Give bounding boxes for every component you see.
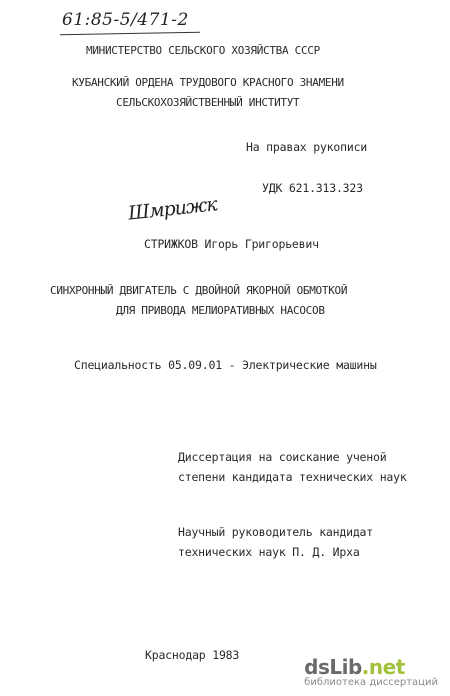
institute-line-1: КУБАНСКИЙ ОРДЕНА ТРУДОВОГО КРАСНОГО ЗНАМЕНИ — [72, 76, 344, 89]
udc-code: УДК 621.313.323 — [262, 181, 363, 195]
watermark-subtitle: библиотека диссертаций — [304, 677, 438, 688]
watermark-logo — [304, 655, 438, 679]
author-name: СТРИЖКОВ Игорь Григорьевич — [144, 237, 319, 251]
advisor-line-2: технических наук П. Д. Ирха — [178, 545, 360, 559]
manuscript-note: На правах рукописи — [246, 140, 368, 154]
dissertation-line-1: Диссертация на соискание ученой — [178, 450, 387, 464]
ministry-heading: МИНИСТЕРСТВО СЕЛЬСКОГО ХОЗЯЙСТВА СССР — [86, 44, 320, 57]
watermark-logo-tld: .net — [361, 655, 405, 679]
author-signature: Шмрижк — [127, 193, 218, 225]
watermark-logo-main: dsLib — [304, 655, 362, 679]
institute-line-2: СЕЛЬСКОХОЗЯЙСТВЕННЫЙ ИНСТИТУТ — [116, 96, 300, 109]
watermark — [304, 655, 438, 688]
dissertation-line-2: степени кандидата технических наук — [178, 470, 407, 484]
place-year: Краснодар 1983 — [145, 648, 240, 662]
archive-underline — [60, 32, 200, 35]
thesis-title-line-2: ДЛЯ ПРИВОДА МЕЛИОРАТИВНЫХ НАСОСОВ — [116, 304, 325, 317]
advisor-line-1: Научный руководитель кандидат — [178, 525, 373, 539]
specialty: Специальность 05.09.01 - Электрические машины — [74, 358, 377, 372]
thesis-title-line-1: СИНХРОННЫЙ ДВИГАТЕЛЬ С ДВОЙНОЙ ЯКОРНОЙ ОБМОТКОЙ — [50, 284, 348, 297]
archive-number: 61:85-5/471-2 — [62, 10, 189, 30]
